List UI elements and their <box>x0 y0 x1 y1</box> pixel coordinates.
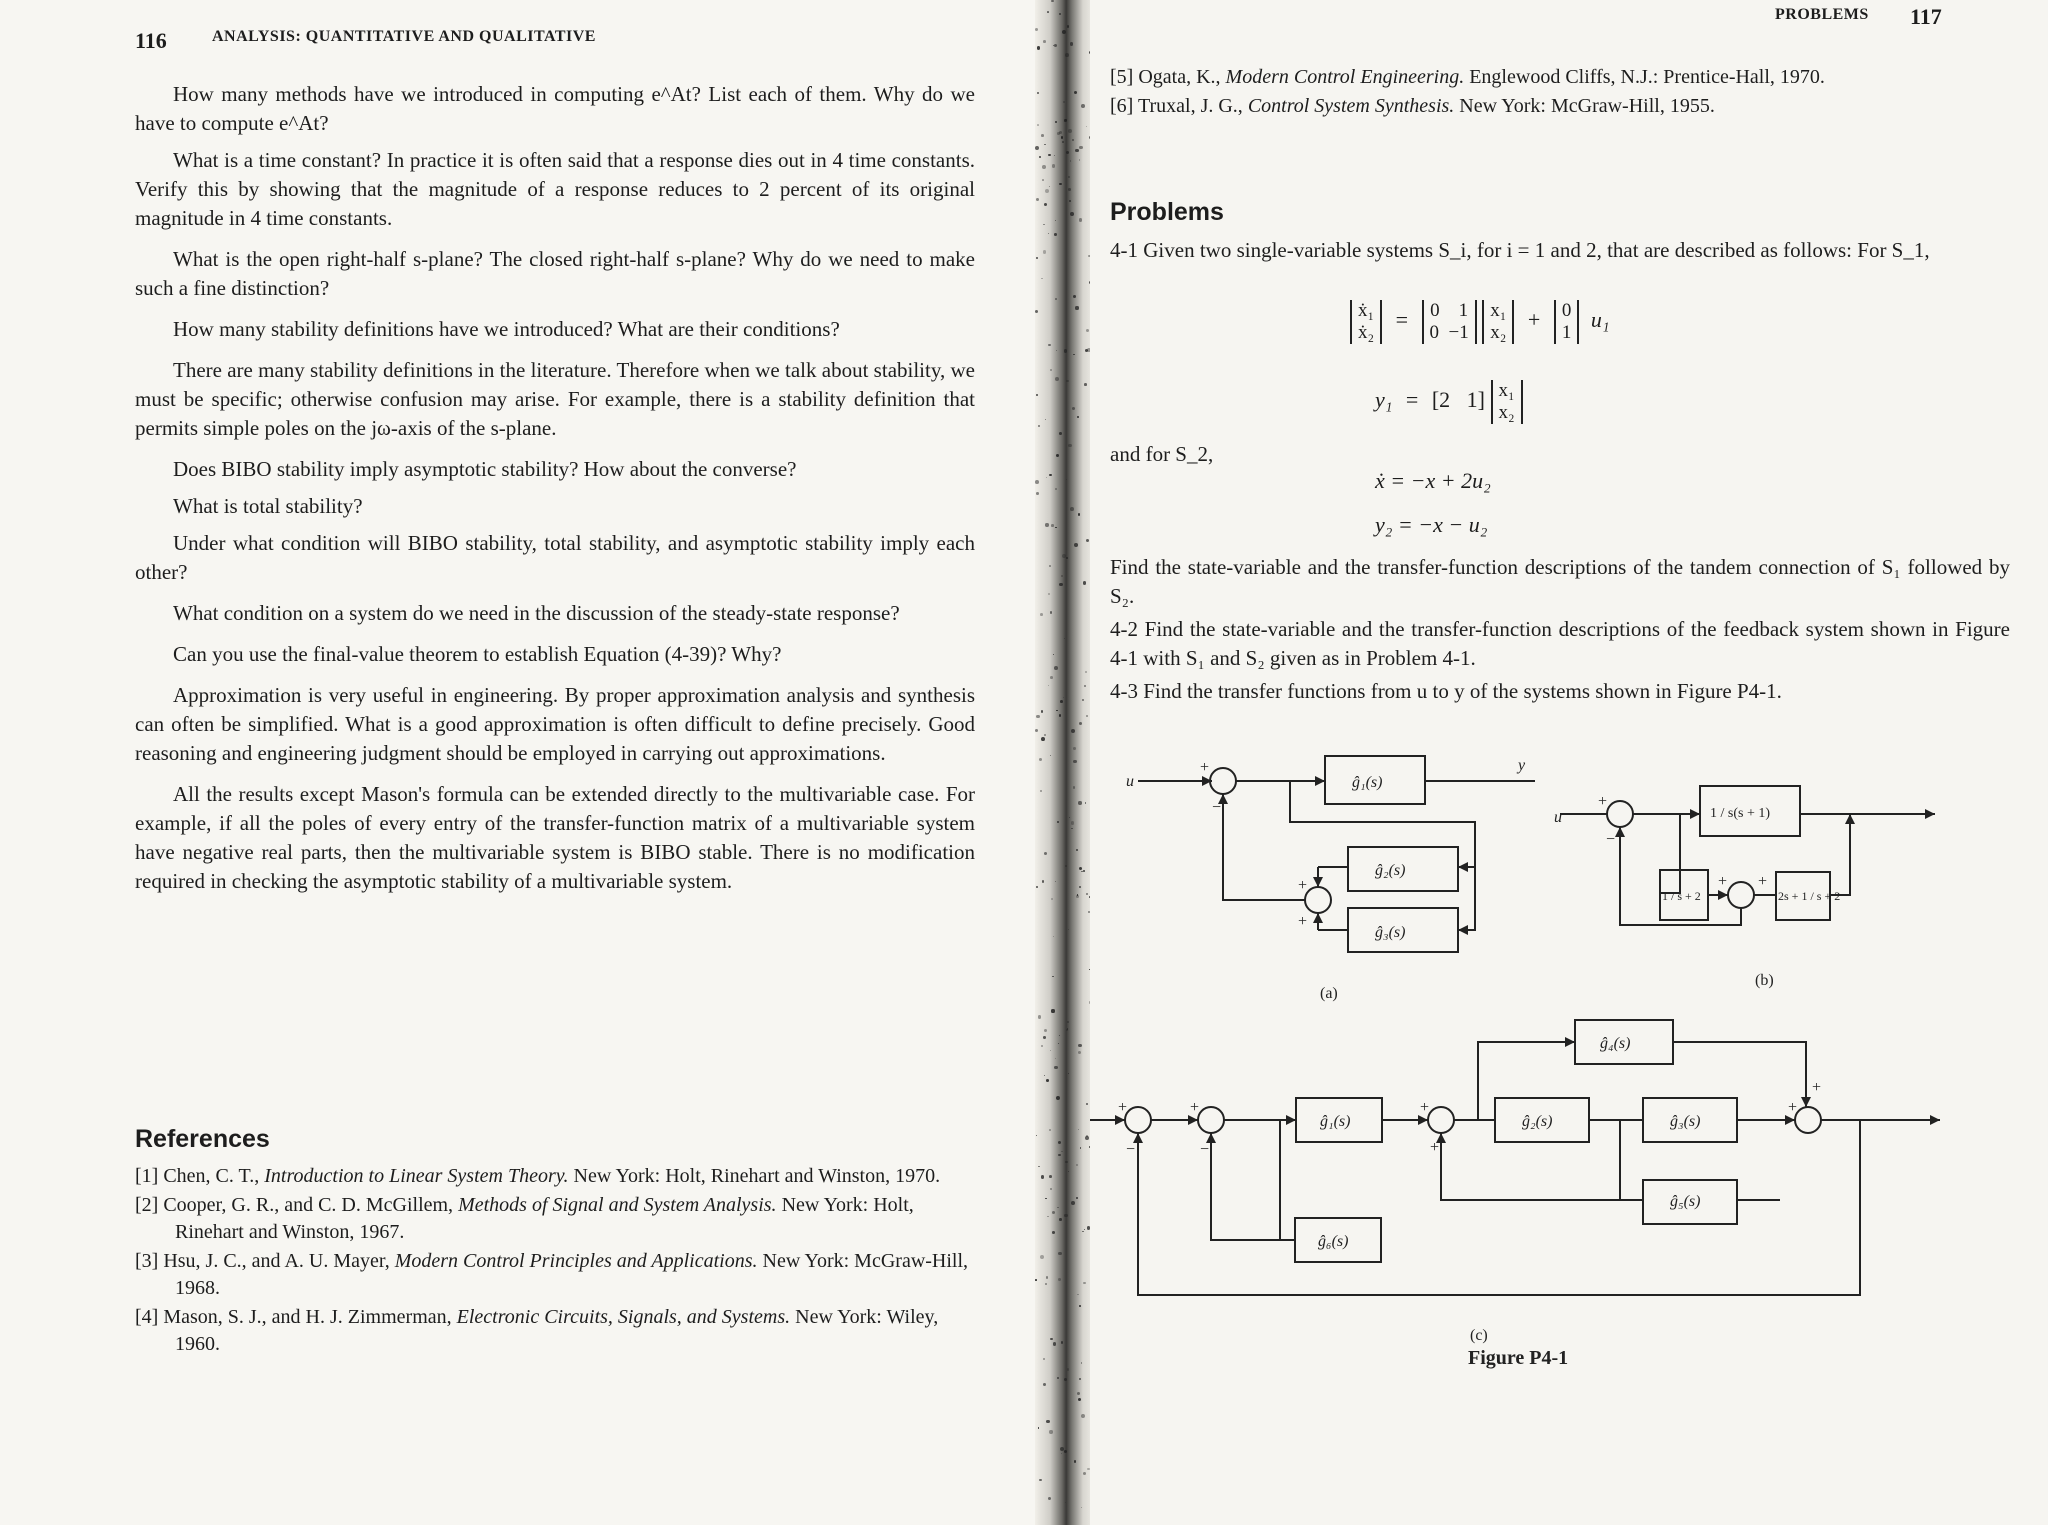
question-7: Under what condition will BIBO stability, total stability, and asymptotic stability imply each other? <box>135 531 975 584</box>
equation-s1-output: y₁ = [2 1] x₁ x₂ <box>1375 380 1523 424</box>
references-list <box>135 1163 975 1360</box>
figure-caption: Figure P4-1 <box>1468 1347 1569 1369</box>
equation-s2-state: ẋ = −x + 2u₂ <box>1375 468 1491 493</box>
question-1: What is a time constant? In practice it is often said that a response dies out in 4 time constants. Verify this by showing that the magnitude of a response reduces to 2 percent of its original magnitude in 4 time constants. <box>135 148 975 230</box>
right-running-header: PROBLEMS <box>1775 6 1869 23</box>
block-b-top-label: 1 / s(s + 1) <box>1710 806 1771 821</box>
question-0: How many methods have we introduced in computing e^At? List each of them. Why do we have to compute e^At? <box>135 82 975 135</box>
right-page-number: 117 <box>1910 4 1942 29</box>
right-page <box>1090 0 2048 1525</box>
block-g2-label: ĝ₂(s) <box>1375 862 1406 879</box>
diagram-c-label: (c) <box>1470 1327 1488 1344</box>
problems-heading: Problems <box>1110 198 1224 226</box>
left-page-number: 116 <box>135 28 167 53</box>
block-g2c-label: ĝ₂(s) <box>1522 1113 1553 1130</box>
references-heading: References <box>135 1125 270 1153</box>
diagram-a-output: y <box>1518 757 1526 774</box>
block-g6-label: ĝ₆(s) <box>1318 1233 1349 1250</box>
problem-4-3: 4-3 Find the transfer functions from u to y of the systems shown in Figure P4-1. <box>1110 679 1782 703</box>
problem-4-1-find: Find the state-variable and the transfer-function descriptions of the tandem connection of S₁ followed by S₂. <box>1110 555 2010 608</box>
left-running-header: ANALYSIS: QUANTITATIVE AND QUALITATIVE <box>212 28 596 45</box>
problem-4-1-intro: 4-1 Given two single-variable systems S_i, for i = 1 and 2, that are described as follows: For S_1, <box>1110 238 1930 262</box>
reference-item: [1] Chen, C. T., Introduction to Linear System Theory. New York: Holt, Rinehart and Winston, 1970. <box>135 1165 941 1187</box>
block-g4-label: ĝ₄(s) <box>1600 1035 1631 1052</box>
block-g3-label: ĝ₃(s) <box>1375 924 1406 941</box>
sum-sign: + <box>1430 1139 1440 1156</box>
sum-sign: + <box>1118 1099 1128 1116</box>
and-for-s2: and for S_2, <box>1110 442 1214 466</box>
diagram-a-label: (a) <box>1320 985 1338 1002</box>
diagram-a-input: u <box>1126 773 1134 790</box>
question-3: How many stability definitions have we introduced? What are their conditions? <box>173 317 840 341</box>
reference-item: [3] Hsu, J. C., and A. U. Mayer, Modern Control Principles and Applications. New York: McGraw-Hill, 1968. <box>135 1250 969 1299</box>
diagram-b-input: u <box>1554 809 1562 826</box>
sum-sign: + <box>1758 873 1768 890</box>
book-gutter <box>1035 0 1095 1525</box>
sum-sign: + <box>1298 913 1308 930</box>
question-8: What condition on a system do we need in the discussion of the steady-state response? <box>173 601 900 625</box>
block-g1c-label: ĝ₁(s) <box>1320 1113 1351 1130</box>
sum-sign: + <box>1190 1099 1200 1116</box>
question-9: Can you use the final-value theorem to establish Equation (4-39)? Why? <box>173 642 782 666</box>
questions-block <box>135 80 975 896</box>
sum-sign: − <box>1126 1141 1136 1158</box>
equation-s2-output: y₂ = −x − u₂ <box>1375 512 1488 537</box>
right-references <box>1110 64 2010 122</box>
question-10: Approximation is very useful in engineering. By proper approximation analysis and synthesis can often be simplified. What is a good approximation is often difficult to define precisely. Good reasoning and engineering judgment should be employed in carrying out approximations. <box>135 683 975 765</box>
block-b-right-label: 2s + 1 / s + 2 <box>1778 889 1841 903</box>
question-11: All the results except Mason's formula can be extended directly to the multivariable case. For example, if all the poles of every entry of the transfer-function matrix of a multivariable system have negative real parts, then the multivariable system is BIBO stable. There is no modification required in checking the asymptotic stability of a multivariable system. <box>135 782 975 893</box>
block-b-left-label: 1 / s + 2 <box>1662 889 1701 903</box>
figure-p4-1-diagrams <box>1090 740 2048 1400</box>
equation-s1-state: ẋ₁ ẋ₂ = 0 1 0 −1 x₁ x₂ + 0 1 u₁ <box>1350 300 1609 344</box>
diagram-b-label: (b) <box>1755 972 1774 989</box>
question-2: What is the open right-half s-plane? The closed right-half s-plane? Why do we need to make such a fine distinction? <box>135 247 975 300</box>
question-4: There are many stability definitions in the literature. Therefore when we talk about stability, we must be specific; otherwise confusion may arise. For example, there is a stability definition that permits simple poles on the jω-axis of the s-plane. <box>135 358 975 440</box>
reference-item: [4] Mason, S. J., and H. J. Zimmerman, Electronic Circuits, Signals, and Systems. New York: Wiley, 1960. <box>135 1306 939 1355</box>
reference-item: [5] Ogata, K., Modern Control Engineering. Englewood Cliffs, N.J.: Prentice-Hall, 1970. <box>1110 66 1825 88</box>
reference-item: [6] Truxal, J. G., Control System Synthesis. New York: McGraw-Hill, 1955. <box>1110 95 1715 117</box>
sum-sign: + <box>1298 877 1308 894</box>
sum-sign: + <box>1200 759 1210 776</box>
sum-sign: − <box>1606 831 1616 848</box>
sum-sign: + <box>1598 793 1608 810</box>
question-6: What is total stability? <box>173 494 363 518</box>
sum-sign: + <box>1812 1079 1822 1096</box>
sum-sign: − <box>1200 1141 1210 1158</box>
block-g1-label: ĝ₁(s) <box>1352 774 1383 791</box>
sum-sign: + <box>1420 1099 1430 1116</box>
block-g5-label: ĝ₅(s) <box>1670 1193 1701 1210</box>
problem-4-2: 4-2 Find the state-variable and the transfer-function descriptions of the feedback system shown in Figure 4-1 with S₁ and S₂ given as in Problem 4-1. <box>1110 617 2010 670</box>
block-g3c-label: ĝ₃(s) <box>1670 1113 1701 1130</box>
sum-sign: + <box>1788 1099 1798 1116</box>
reference-item: [2] Cooper, G. R., and C. D. McGillem, Methods of Signal and System Analysis. New York: Holt, Rinehart and Winston, 1967. <box>135 1194 914 1243</box>
question-5: Does BIBO stability imply asymptotic stability? How about the converse? <box>173 457 797 481</box>
sum-sign: + <box>1718 873 1728 890</box>
sum-sign: − <box>1212 799 1222 816</box>
